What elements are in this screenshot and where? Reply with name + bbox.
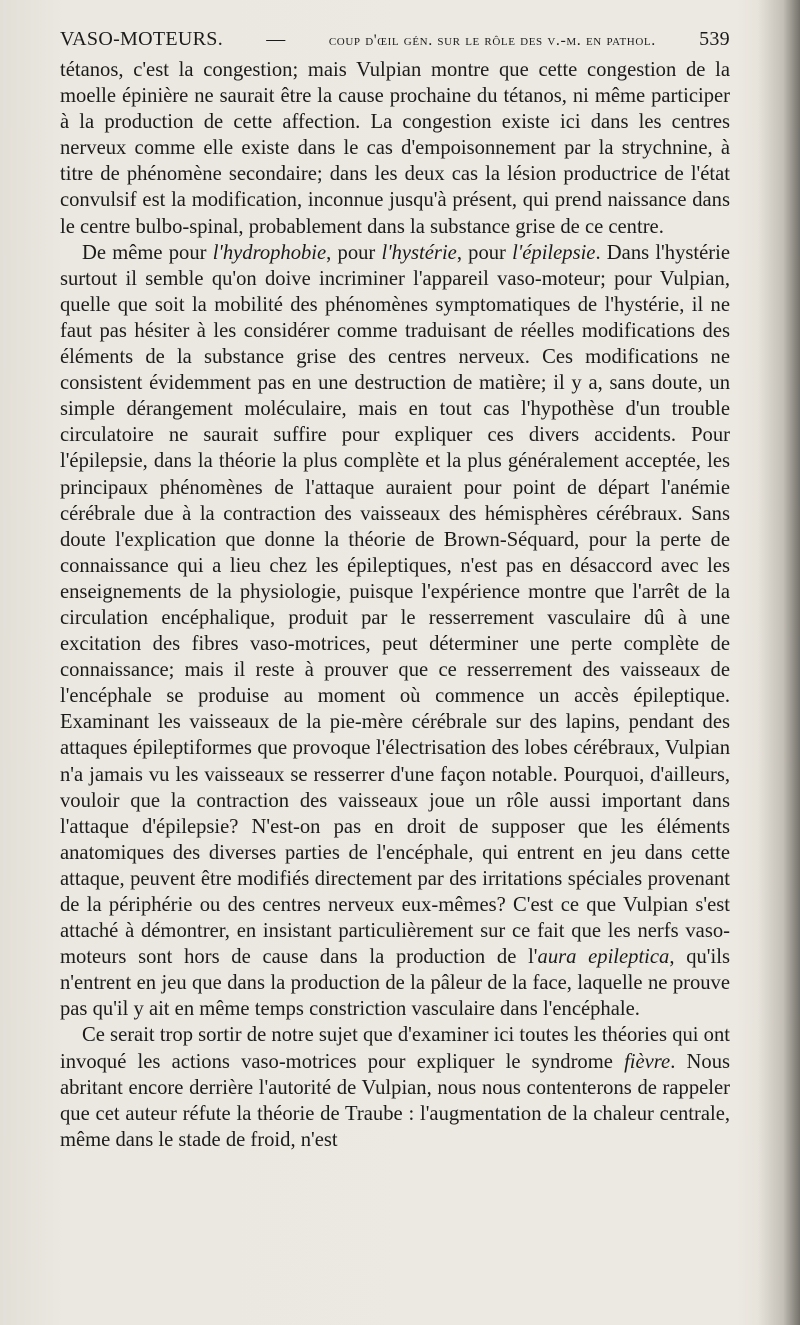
text-segment: tétanos, c'est la congestion; mais Vulpian montre que cette congestion de la moelle épinière ne saurait être la cause prochaine du tétanos, ni même participer à la production de cette affection. La congestion existe ici dans les centres nerveux comme elle existe dans le cas d'empoisonnement par la strychnine, à titre de phénomène secondaire; dans les deux cas la lésion productrice de l'état convulsif est la modification, inconnue jusqu'à présent, qui prend naissance dans le centre bulbo-spinal, probablement dans la substance grise de ce centre. [60, 59, 730, 238]
page-number: 539 [699, 28, 730, 50]
paragraph-1 [60, 57, 730, 240]
text-segment: . Nous abritant encore derrière l'autorité de Vulpian, nous nous contenterons de rappeler que cet auteur réfute la théorie de Traube : l'augmentation de la chaleur centrale, même dans le stade de froid, n'est [60, 1050, 731, 1151]
italic-text: aura epileptica [537, 946, 670, 969]
page-edge-shadow [758, 0, 800, 1325]
paragraph-2 [60, 240, 730, 1023]
running-head [60, 28, 730, 51]
text-segment: , pour [456, 241, 513, 264]
running-head-dash: — [266, 29, 286, 50]
italic-text: l'hydrophobie [212, 241, 327, 264]
italic-text: fièvre [624, 1050, 671, 1073]
running-head-subtitle: coup d'œil gén. sur le rôle des v.-m. en pathol. [328, 32, 656, 49]
text-segment: Ce serait trop sortir de notre sujet que d'examiner ici toutes les théories qui ont invoqué les actions vaso-motrices pour expliquer le syndrome [60, 1024, 730, 1073]
text-segment: De même pour [82, 241, 213, 264]
running-head-title: VASO-MOTEURS. [60, 28, 224, 50]
italic-text: l'hystérie [381, 241, 457, 264]
text-segment: . Dans l'hystérie surtout il semble qu'on doive incriminer l'appareil vaso-moteur; pour Vulpian, quelle que soit la mobilité des phénomènes symptomatiques de l'hystérie, il ne faut pas hésiter à les considérer comme traduisant de réelles modifications des éléments de la substance grise des centres nerveux. Ces modifications ne consistent évidemment pas en une destruction de matière; il y a, sans doute, un simple dérangement moléculaire, mais en tout cas l'hypothèse d'un trouble circulatoire ne saurait suffire pour expliquer ces divers accidents. Pour l'épilepsie, dans la théorie la plus complète et la plus généralement acceptée, les principaux phénomènes de l'attaque auraient pour point de départ l'anémie cérébrale due à la contraction des vaisseaux des hémisphères cérébraux. Sans doute l'explication que donne la théorie de Brown-Séquard, pour la perte de connaissance qui a lieu chez les épileptiques, n'est pas en désaccord avec les enseignements de la physiologie, puisque l'expérience montre que l'arrêt de la circulation encéphalique, produit par le resserrement vasculaire dû à une excitation des fibres vaso-motrices, peut déterminer une perte complète de connaissance; mais il reste à prouver que ce resserrement des vaisseaux de l'encéphale se produise au moment où commence un accès épileptique. Examinant les vaisseaux de la pie-mère cérébrale sur des lapins, pendant des attaques épileptiformes que provoque l'électrisation des lobes cérébraux, Vulpian n'a jamais vu les vaisseaux se resserrer d'une façon notable. Pourquoi, d'ailleurs, vouloir que la contraction des vaisseaux joue un rôle aussi important dans l'attaque d'épilepsie? N'est-on pas en droit de supposer que les éléments anatomiques des diverses parties de l'encéphale, qui entrent en jeu dans cette attaque, peuvent être modifiés directement par des irritations spéciales provenant de la périphérie ou des centres nerveux eux-mêmes? C'est ce que Vulpian s'est attaché à démontrer, en insistant particulièrement sur ce fait que les nerfs vaso-moteurs sont hors de cause dans la production de l' [60, 241, 730, 969]
paragraph-3 [60, 1022, 730, 1152]
text-segment: , qu'ils n'entrent en jeu que dans la production de la pâleur de la face, laquelle ne prouve pas qu'il y ait en même temps constriction vasculaire dans l'encéphale. [60, 946, 730, 1021]
italic-text: l'épilepsie [512, 241, 596, 264]
text-segment: , pour [326, 241, 382, 264]
body-text [60, 57, 730, 1153]
